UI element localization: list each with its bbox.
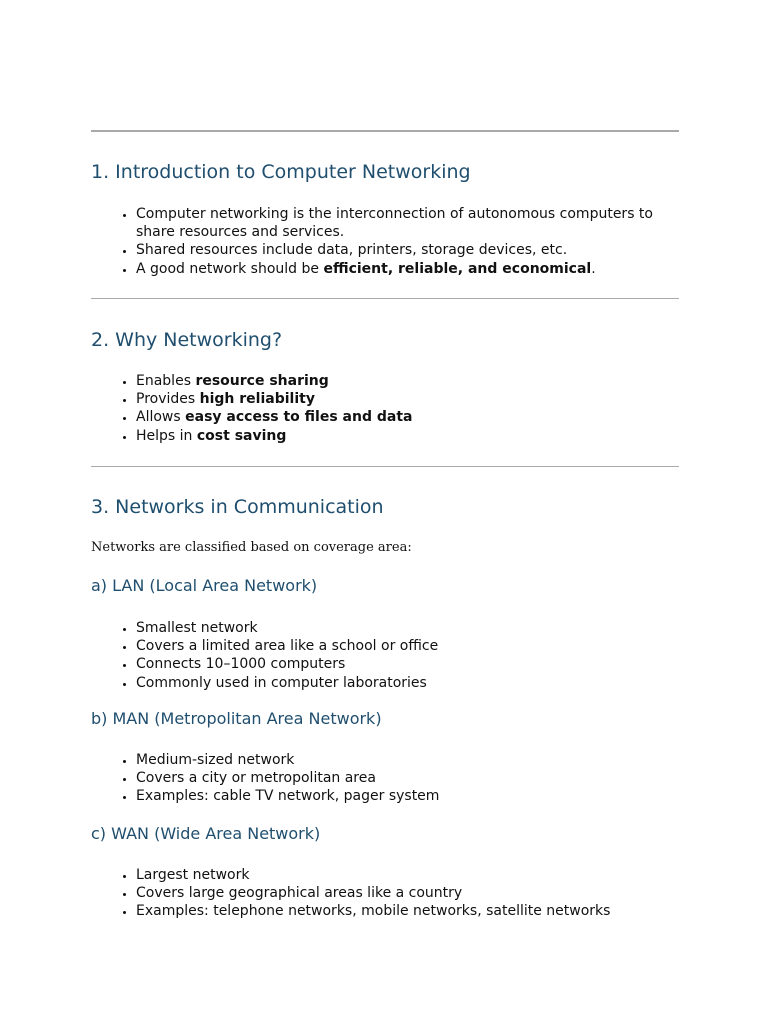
list-item: • Enables resource sharing (136, 372, 679, 390)
list-item: • Largest network (136, 866, 679, 884)
intro-paragraph: Networks are classified based on coverage area: (91, 540, 412, 555)
section-divider (91, 298, 679, 299)
top-divider (91, 130, 679, 132)
subsection-wan (91, 824, 679, 921)
section-heading: 1. Introduction to Computer Networking (91, 161, 471, 183)
list-item: • Smallest network (136, 619, 679, 637)
subsection-heading: b) MAN (Metropolitan Area Network) (91, 709, 382, 728)
subsection-heading: c) WAN (Wide Area Network) (91, 824, 321, 843)
list-item: • Connects 10–1000 computers (136, 655, 679, 673)
list-item: • Provides high reliability (136, 390, 679, 408)
bullet-list (91, 372, 679, 445)
list-item: • A good network should be efficient, reliable, and economical. (136, 260, 679, 278)
list-item: • Commonly used in computer laboratories (136, 674, 679, 692)
bullet-list (91, 205, 679, 278)
list-item: • Helps in cost saving (136, 427, 679, 445)
section-introduction (91, 160, 679, 278)
subsection-heading: a) LAN (Local Area Network) (91, 576, 318, 595)
list-item: • Covers a city or metropolitan area (136, 769, 679, 787)
subsection-lan (91, 576, 679, 692)
list-item: • Shared resources include data, printers, storage devices, etc. (136, 241, 679, 259)
list-item: • Covers a limited area like a school or office (136, 637, 679, 655)
bullet-list (91, 619, 679, 692)
bullet-list (91, 751, 679, 806)
section-heading: 2. Why Networking? (91, 329, 283, 351)
section-networks-communication (91, 495, 679, 557)
section-heading: 3. Networks in Communication (91, 496, 384, 518)
list-item: • Examples: telephone networks, mobile networks, satellite networks (136, 902, 679, 920)
list-item: • Examples: cable TV network, pager system (136, 787, 679, 805)
subsection-man (91, 709, 679, 806)
bullet-list (91, 866, 679, 921)
section-divider (91, 466, 679, 467)
section-why-networking (91, 328, 679, 445)
list-item: • Allows easy access to files and data (136, 408, 679, 426)
list-item: • Medium-sized network (136, 751, 679, 769)
list-item: • Covers large geographical areas like a country (136, 884, 679, 902)
list-item: • Computer networking is the interconnection of autonomous computers to share resources and services. (136, 205, 679, 241)
